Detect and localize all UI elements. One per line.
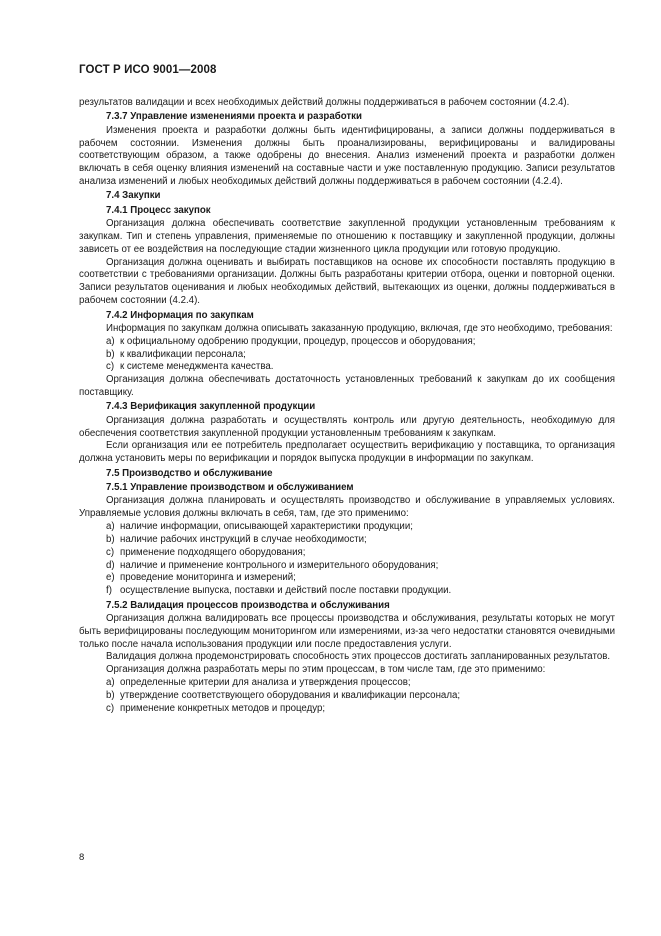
list-item-text: наличие информации, описывающей характеристики продукции; xyxy=(120,521,413,532)
list-marker: b) xyxy=(106,689,115,701)
list-item xyxy=(79,361,615,374)
list-item-text: утверждение соответствующего оборудования и квалификации персонала; xyxy=(120,689,461,701)
list-item-text: определенные критерии для анализа и утверждения процессов; xyxy=(120,677,411,689)
list-item xyxy=(79,690,615,703)
paragraph: Организация должна планировать и осуществлять производство и обслуживание в управляемых условиях. Управляемые условия должны включать в себя, там, где это применимо: xyxy=(79,495,615,520)
section-heading: 7.5.2 Валидация процессов производства и обслуживания xyxy=(106,599,390,611)
list-marker: b) xyxy=(106,348,115,360)
list-item xyxy=(79,560,615,573)
section-heading: 7.4.3 Верификация закупленной продукции xyxy=(106,401,316,413)
list-marker: c) xyxy=(106,361,115,373)
list-marker: d) xyxy=(106,559,115,571)
list-item xyxy=(79,534,615,547)
paragraph: Если организация или ее потребитель предполагает осуществить верификацию у поставщика, то организация должна установить меры по верификации и порядок выпуска продукции в информации по закупкам. xyxy=(79,440,615,465)
paragraph: Организация должна разработать и осуществлять контроль или другую деятельность, необходимую для обеспечения соответствия закупленной продукции установленным требованиям к закупкам. xyxy=(79,414,615,439)
list-item xyxy=(79,572,615,585)
list-item xyxy=(79,521,615,534)
list-marker: e) xyxy=(106,572,115,584)
list-item-text: наличие рабочих инструкций в случае необходимости; xyxy=(120,533,367,545)
list-item xyxy=(79,677,615,690)
section-heading: 7.4.1 Процесс закупок xyxy=(106,204,211,216)
paragraph: Организация должна валидировать все процессы производства и обслуживания, результаты которых не могут быть верифицированы последующим мониторингом или измерениями, из-за чего недостатки становятся очевидными только после начала использования продукции или после предоставления услуги. xyxy=(79,612,615,650)
list-item xyxy=(79,547,615,560)
list-item-text: к системе менеджмента качества. xyxy=(120,361,274,373)
list-marker: c) xyxy=(106,702,115,714)
paragraph: Организация должна обеспечивать соответствие закупленной продукции установленным требованиям к закупкам. Тип и степень управления, применяемые по отношению к поставщику и закупленной продукции, должны зависеть от ее воздействия на последующие стадии жизненного цикла продукции или готовую продукцию. xyxy=(79,218,615,255)
list-item-text: осуществление выпуска, поставки и действий после поставки продукции. xyxy=(120,585,452,597)
paragraph: Валидация должна продемонстрировать способность этих процессов достигать запланированных результатов. xyxy=(106,651,611,663)
list-item xyxy=(79,336,615,349)
paragraph: Информация по закупкам должна описывать заказанную продукцию, включая, где это необходимо, требования: xyxy=(106,322,613,334)
section-heading: 7.5.1 Управление производством и обслуживанием xyxy=(106,481,354,493)
paragraph: Организация должна разработать меры по этим процессам, в том числе там, где это применимо: xyxy=(106,664,546,676)
list-item-text: к официальному одобрению продукции, процедур, процессов и оборудования; xyxy=(120,335,476,347)
paragraph: Организация должна обеспечивать достаточность установленных требований к закупкам до их сообщения поставщику. xyxy=(79,374,615,399)
section-heading: 7.3.7 Управление изменениями проекта и разработки xyxy=(106,111,362,123)
list-marker: a) xyxy=(106,521,115,532)
list-marker: b) xyxy=(106,533,115,545)
list-marker: c) xyxy=(106,546,115,558)
paragraph: Изменения проекта и разработки должны быть идентифицированы, а записи должны поддерживаться в рабочем состоянии. Изменения должны быть проанализированы, верифицированы и валидированы соответствующим образом, а также одобрены до внесения. Анализ изменений проекта и разработки должен включать в себя оценку влияния изменений на составные части и уже поставленную продукцию. Записи результатов анализа изменений и любых необходимых действий должны поддерживаться в рабочем состоянии (4.2.4). xyxy=(79,124,615,188)
paragraph: результатов валидации и всех необходимых действий должны поддерживаться в рабочем состоянии (4.2.4). xyxy=(79,97,570,108)
list-item-text: проведение мониторинга и измерений; xyxy=(120,572,296,584)
section-heading: 7.4.2 Информация по закупкам xyxy=(106,309,254,321)
document-body xyxy=(79,97,615,716)
list-item-text: применение подходящего оборудования; xyxy=(120,546,306,558)
page-number: 8 xyxy=(79,852,85,863)
list-marker: a) xyxy=(106,335,115,347)
paragraph: Организация должна оценивать и выбирать поставщиков на основе их способности поставлять продукцию в соответствии с требованиями организации. Должны быть разработаны критерии отбора, оценки и повторной оценки. Записи результатов оценивания и любых необходимых действий, вытекающих из оценки, должны поддерживаться в рабочем состоянии (4.2.4). xyxy=(79,256,615,307)
section-heading: 7.4 Закупки xyxy=(106,190,161,202)
list-item xyxy=(79,703,615,716)
section-heading: 7.5 Производство и обслуживание xyxy=(106,467,273,479)
list-item xyxy=(79,585,615,598)
list-item-text: к квалификации персонала; xyxy=(120,348,246,360)
list-item-text: наличие и применение контрольного и измерительного оборудования; xyxy=(120,559,439,571)
list-item xyxy=(79,349,615,362)
document-header: ГОСТ Р ИСО 9001—2008 xyxy=(79,64,217,76)
list-marker: a) xyxy=(106,677,115,689)
list-item-text: применение конкретных методов и процедур; xyxy=(120,702,326,714)
list-marker: f) xyxy=(106,585,112,597)
